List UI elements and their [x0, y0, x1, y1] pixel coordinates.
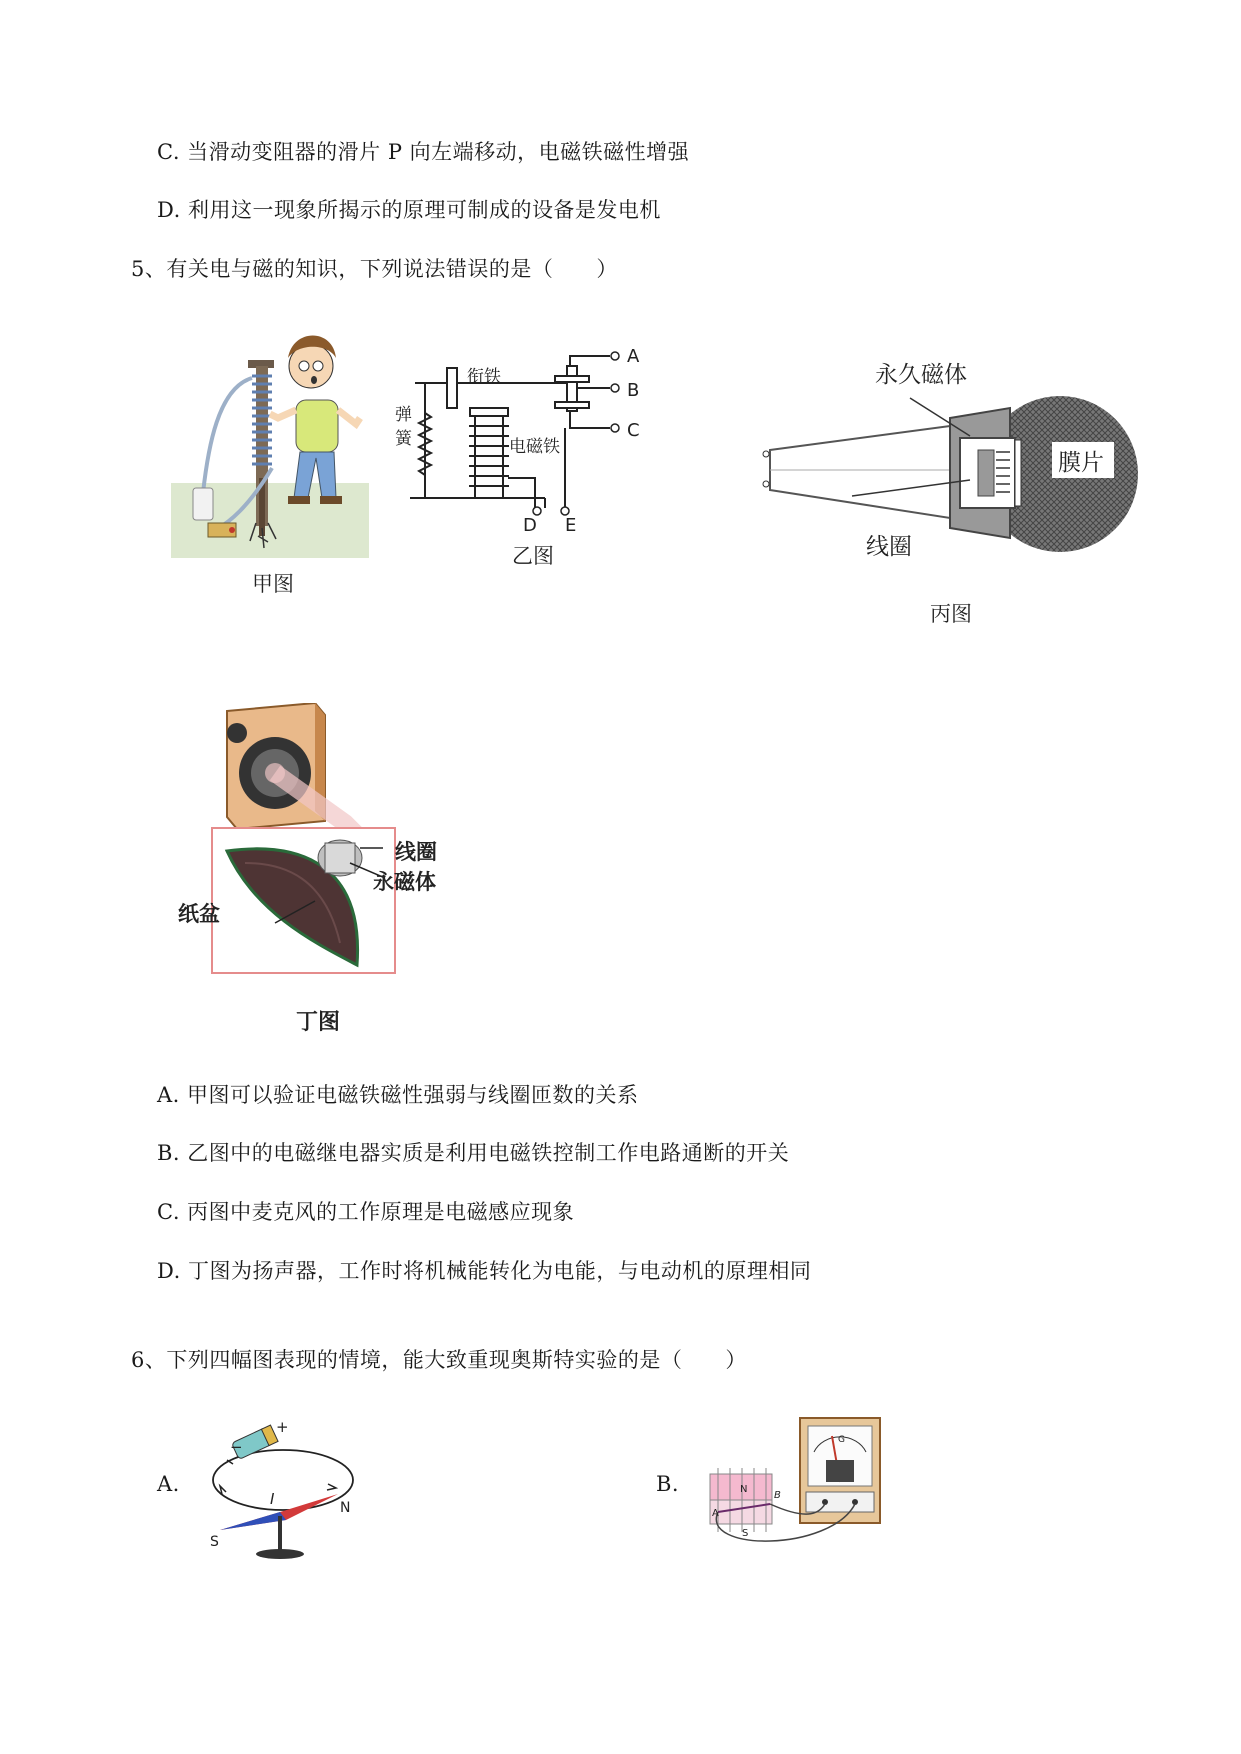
caption-jia: 甲图 — [252, 572, 294, 596]
label-G: G — [838, 1435, 845, 1445]
q6-option-a-letter: A. — [157, 1472, 180, 1496]
caption-bing: 丙图 — [930, 602, 972, 626]
q4-option-c: C. 当滑动变阻器的滑片 P 向左端移动，电磁铁磁性增强 — [157, 140, 690, 164]
label-b-A: A — [712, 1508, 719, 1519]
label-coil: 线圈 — [866, 534, 912, 560]
label-south: S — [210, 1534, 219, 1550]
q5-option-c: C. 丙图中麦克风的工作原理是电磁感应现象 — [157, 1200, 575, 1224]
label-plus: + — [276, 1418, 289, 1436]
figure-q6-a-compass-wire — [208, 1412, 358, 1562]
label-E: E — [565, 515, 577, 533]
label-b-S: S — [742, 1528, 749, 1539]
label-ding-magnet: 永磁体 — [373, 870, 436, 894]
label-ding-coil: 线圈 — [395, 840, 437, 864]
label-D: D — [523, 515, 537, 533]
label-spring-1: 弹 — [395, 405, 412, 425]
q5-option-b: B. 乙图中的电磁继电器实质是利用电磁铁控制工作电路通断的开关 — [157, 1141, 790, 1165]
q4-option-d: D. 利用这一现象所揭示的原理可制成的设备是发电机 — [157, 198, 661, 222]
q5-option-d: D. 丁图为扬声器，工作时将机械能转化为电能，与电动机的原理相同 — [157, 1259, 812, 1283]
label-electromagnet: 电磁铁 — [509, 437, 560, 457]
caption-yi: 乙图 — [512, 544, 554, 568]
caption-ding: 丁图 — [296, 1010, 341, 1035]
label-spring-2: 簧 — [395, 429, 412, 449]
label-diaphragm: 膜片 — [1058, 450, 1104, 476]
label-A: A — [627, 346, 640, 367]
label-C: C — [627, 420, 640, 441]
label-armature: 衔铁 — [467, 367, 501, 387]
q6-question: 6、下列四幅图表现的情境，能大致重现奥斯特实验的是（ ） — [131, 1348, 747, 1372]
figure-q6-b-galvanometer — [700, 1412, 890, 1562]
label-north: N — [340, 1500, 351, 1516]
figure-yi-electromagnetic-relay — [395, 338, 660, 533]
q5-option-a: A. 甲图可以验证电磁铁磁性强弱与线圈匝数的关系 — [157, 1083, 639, 1107]
q5-question: 5、有关电与磁的知识，下列说法错误的是（ ） — [131, 257, 618, 281]
label-permanent-magnet: 永久磁体 — [875, 362, 967, 388]
label-b-N: N — [740, 1484, 748, 1495]
label-current-I: I — [270, 1490, 275, 1508]
label-ding-cone: 纸盆 — [178, 902, 220, 926]
q6-option-b-letter: B. — [656, 1472, 680, 1496]
label-B: B — [627, 380, 640, 401]
label-minus: − — [230, 1438, 243, 1456]
figure-jia-electromagnet-experiment — [168, 318, 373, 563]
label-b-B: B — [774, 1490, 781, 1501]
figure-bing-microphone — [760, 388, 1140, 578]
